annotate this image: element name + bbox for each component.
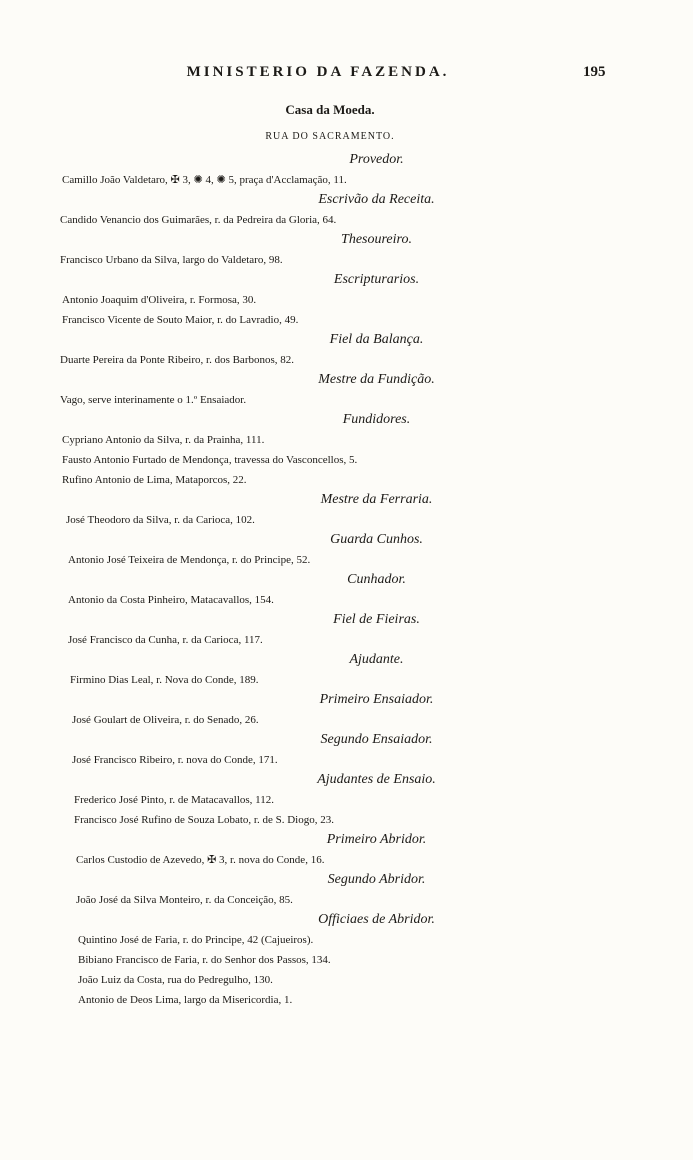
role-heading: Escrivão da Receita. [318,192,435,207]
role-heading: Fiel de Fieiras. [333,612,420,627]
street-address: RUA DO SACRAMENTO. [265,131,395,142]
staff-entry: Antonio da Costa Pinheiro, Matacavallos, 154. [68,594,274,606]
role-heading: Primeiro Ensaiador. [319,692,434,707]
role-heading: Fundidores. [342,412,411,427]
staff-entry: José Francisco da Cunha, r. da Carioca, 117. [68,634,263,646]
staff-entry: José Goulart de Oliveira, r. do Senado, 26. [72,714,259,726]
staff-entry: Vago, serve interinamente o 1.º Ensaiador. [60,394,247,406]
staff-list [0,150,693,1010]
role-heading: Thesoureiro. [341,232,412,247]
staff-entry: Firmino Dias Leal, r. Nova do Conde, 189. [70,674,259,686]
staff-entry: Antonio de Deos Lima, largo da Misericordia, 1. [78,994,293,1006]
staff-entry: Francisco Urbano da Silva, largo do Valdetaro, 98. [60,254,283,266]
staff-entry: Francisco Vicente de Souto Maior, r. do Lavradio, 49. [62,314,299,326]
running-header: MINISTERIO DA FAZENDA. [186,64,450,80]
role-heading: Guarda Cunhos. [330,532,423,547]
staff-entry: Frederico José Pinto, r. de Matacavallos, 112. [74,794,274,806]
staff-entry: José Theodoro da Silva, r. da Carioca, 102. [66,514,255,526]
staff-entry: Francisco José Rufino de Souza Lobato, r. de S. Diogo, 23. [74,814,334,826]
role-heading: Ajudantes de Ensaio. [317,772,436,787]
staff-entry: Carlos Custodio de Azevedo, ✠ 3, r. nova do Conde, 16. [76,854,325,866]
staff-entry: Antonio José Teixeira de Mendonça, r. do Principe, 52. [68,554,311,566]
section-title: Casa da Moeda. [285,102,375,117]
role-heading: Mestre da Fundição. [318,372,435,387]
page-number: 195 [583,64,606,80]
staff-entry: Quintino José de Faria, r. do Principe, 42 (Cajueiros). [78,934,314,946]
role-heading: Provedor. [349,152,404,167]
staff-entry: Bibiano Francisco de Faria, r. do Senhor dos Passos, 134. [78,954,331,966]
role-heading: Segundo Abridor. [327,872,426,887]
staff-entry: João Luiz da Costa, rua do Pedregulho, 130. [78,974,273,986]
role-heading: Officiaes de Abridor. [318,912,435,927]
role-heading: Segundo Ensaiador. [320,732,433,747]
role-heading: Fiel da Balança. [329,332,424,347]
staff-entry: Cypriano Antonio da Silva, r. da Prainha, 111. [62,434,265,446]
staff-entry: João José da Silva Monteiro, r. da Conceição, 85. [76,894,293,906]
role-heading: Primeiro Abridor. [326,832,427,847]
role-heading: Ajudante. [349,652,404,667]
role-heading: Mestre da Ferraria. [320,492,433,507]
staff-entry: Rufino Antonio de Lima, Mataporcos, 22. [62,474,247,486]
staff-entry: Candido Venancio dos Guimarães, r. da Pedreira da Gloria, 64. [60,214,337,226]
staff-entry: Antonio Joaquim d'Oliveira, r. Formosa, 30. [62,294,257,306]
staff-entry: José Francisco Ribeiro, r. nova do Conde, 171. [72,754,278,766]
role-heading: Cunhador. [347,572,406,587]
role-heading: Escripturarios. [333,272,420,287]
staff-entry: Fausto Antonio Furtado de Mendonça, travessa do Vasconcellos, 5. [62,454,358,466]
staff-entry: Duarte Pereira da Ponte Ribeiro, r. dos Barbonos, 82. [60,354,295,366]
staff-entry: Camillo João Valdetaro, ✠ 3, ✺ 4, ✺ 5, praça d'Acclamação, 11. [62,174,347,186]
